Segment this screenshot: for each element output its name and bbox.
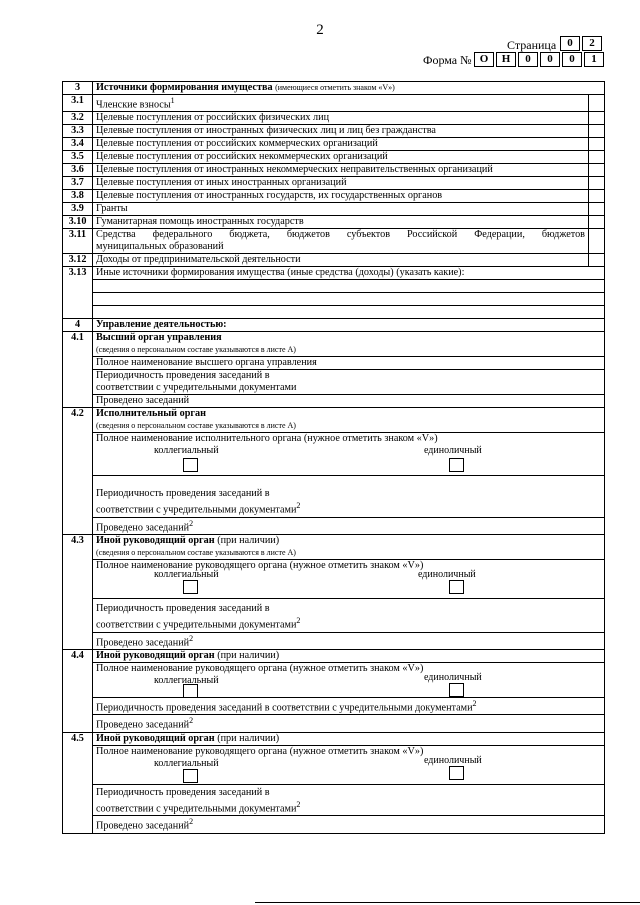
- checkbox-cell[interactable]: [588, 95, 604, 112]
- row-number: 3.8: [63, 190, 93, 203]
- subsection-title: Исполнительный орган: [96, 408, 206, 420]
- checkbox-cell[interactable]: [588, 203, 604, 216]
- source-label: Гуманитарная помощь иностранных государств: [93, 216, 589, 229]
- periodicity-label: Периодичность проведения заседаний в: [96, 370, 270, 382]
- row-number: 4.4: [63, 649, 93, 732]
- subsection-suffix: (при наличии): [217, 732, 280, 744]
- form-code-cell: О: [474, 52, 494, 67]
- option-sole-label: единоличный: [424, 754, 482, 766]
- periodicity-label-cont: соответствии с учредительными документами: [96, 619, 297, 631]
- scan-edge-line: [255, 902, 640, 903]
- held-field[interactable]: [93, 816, 605, 833]
- option-sole-label: единоличный: [424, 445, 482, 457]
- source-label: Целевые поступления от иностранных физических лиц и лиц без гражданства: [93, 125, 589, 138]
- periodicity-label-cont: соответствии с учредительными документами: [96, 382, 297, 394]
- subsection-title: Иной руководящий орган: [96, 649, 215, 661]
- page-number: 2: [316, 22, 324, 38]
- checkbox-cell[interactable]: [588, 177, 604, 190]
- source-row: [63, 267, 605, 280]
- subsection-note: (сведения о персональном составе указываются в листе А): [96, 345, 296, 355]
- row-number: 3.1: [63, 95, 93, 112]
- section-note: (имеющиеся отметить знаком «V»): [275, 83, 395, 92]
- row-number: 4.2: [63, 408, 93, 535]
- source-label: Средства федерального бюджета, бюджетов субъектов Российской Федерации, бюджетов: [96, 229, 585, 241]
- source-label: Целевые поступления от российских физических лиц: [93, 112, 589, 125]
- source-label: Доходы от предпринимательской деятельности: [93, 254, 589, 267]
- subsection-title: Иной руководящий орган: [96, 535, 215, 547]
- held-label: Проведено заседаний: [96, 636, 190, 648]
- sole-checkbox[interactable]: [449, 766, 464, 780]
- option-collegial-label: коллегиальный: [154, 757, 219, 769]
- option-sole-label: единоличный: [418, 569, 476, 581]
- periodicity-label: Периодичность проведения заседаний в: [96, 488, 270, 500]
- held-label: Проведено заседаний: [96, 719, 190, 731]
- checkbox-cell[interactable]: [588, 216, 604, 229]
- full-name-label: Полное наименование руководящего органа (нужное отметить знаком «V»): [96, 745, 424, 757]
- section-4-header: [63, 319, 605, 332]
- collegial-checkbox[interactable]: [183, 580, 198, 594]
- form-code-cell: 0: [562, 52, 582, 67]
- periodicity-label: Периодичность проведения заседаний в: [96, 786, 270, 798]
- held-field[interactable]: Проведено заседаний: [93, 395, 605, 408]
- held-field[interactable]: [93, 715, 605, 732]
- source-row: [63, 164, 605, 177]
- row-number: 3.6: [63, 164, 93, 177]
- source-label-cont: муниципальных образований: [96, 241, 224, 253]
- source-row: [63, 203, 605, 216]
- organ-type-field: [93, 662, 605, 697]
- source-label: Гранты: [93, 203, 589, 216]
- periodicity-label-cont: соответствии с учредительными документами: [96, 504, 297, 516]
- row-number: 3.11: [63, 229, 93, 254]
- row-number: 3.7: [63, 177, 93, 190]
- option-sole-label: единоличный: [424, 671, 482, 683]
- footnote-mark: 2: [189, 518, 194, 528]
- source-row: [63, 254, 605, 267]
- other-sources-line[interactable]: [93, 280, 605, 293]
- checkbox-cell[interactable]: [588, 190, 604, 203]
- source-label: Членские взносы: [96, 99, 171, 111]
- periodicity-label: Периодичность проведения заседаний в соответствии с учредительными документами: [96, 702, 473, 714]
- source-label: Целевые поступления от иностранных государств, их государственных органов: [93, 190, 589, 203]
- option-collegial-label: коллегиальный: [154, 445, 219, 457]
- row-number: 4.3: [63, 535, 93, 650]
- periodicity-field[interactable]: [93, 697, 605, 714]
- row-number: 4.1: [63, 332, 93, 408]
- row-number: 3.3: [63, 125, 93, 138]
- row-number: 3.9: [63, 203, 93, 216]
- source-label: Целевые поступления от иных иностранных организаций: [93, 177, 589, 190]
- full-name-field[interactable]: Полное наименование высшего органа управления: [93, 357, 605, 370]
- form-code-cell: Н: [496, 52, 516, 67]
- row-number: 3.13: [63, 267, 93, 319]
- form-code-cell: 0: [518, 52, 538, 67]
- source-label: Иные источники формирования имущества (иные средства (доходы) (указать какие):: [93, 267, 605, 280]
- source-row: [63, 95, 605, 112]
- form-code-cell: 1: [584, 52, 604, 67]
- section-title: Управление деятельностью:: [93, 319, 605, 332]
- source-label: Целевые поступления от иностранных некоммерческих неправительственных организаций: [93, 164, 589, 177]
- page-digit: 2: [582, 36, 602, 51]
- full-name-label: Полное наименование исполнительного органа (нужное отметить знаком «V»): [96, 433, 438, 445]
- subsection-suffix: (при наличии): [217, 649, 280, 661]
- checkbox-cell[interactable]: [588, 164, 604, 177]
- section-title: Источники формирования имущества: [96, 82, 273, 93]
- checkbox-cell[interactable]: [588, 138, 604, 151]
- organ-type-field: [93, 433, 605, 476]
- subsection-note: (сведения о персональном составе указываются в листе А): [96, 548, 296, 558]
- checkbox-cell[interactable]: [588, 112, 604, 125]
- other-sources-line[interactable]: [93, 293, 605, 306]
- row-number: 3.4: [63, 138, 93, 151]
- subsection-suffix: (при наличии): [217, 535, 280, 547]
- page-label: Страница: [507, 38, 557, 52]
- source-row: [63, 229, 605, 254]
- form-table: [62, 81, 605, 834]
- full-name-label: Полное наименование руководящего органа (нужное отметить знаком «V»): [96, 662, 424, 674]
- footnote-mark: 2: [189, 817, 194, 827]
- source-row: [63, 112, 605, 125]
- organ-type-field: [93, 745, 605, 784]
- checkbox-cell[interactable]: [588, 151, 604, 164]
- option-collegial-label: коллегиальный: [154, 674, 219, 686]
- section-3-header: [63, 82, 605, 95]
- source-label: Целевые поступления от российских коммерческих организаций: [93, 138, 589, 151]
- form-label: Форма №: [423, 53, 472, 67]
- source-label: Целевые поступления от российских некоммерческих организаций: [93, 151, 589, 164]
- sole-checkbox[interactable]: [449, 683, 464, 697]
- periodicity-field[interactable]: [93, 476, 605, 517]
- other-sources-line[interactable]: [93, 306, 605, 319]
- footnote-mark: 2: [189, 716, 194, 726]
- footnote-mark: 2: [296, 501, 301, 511]
- held-label: Проведено заседаний: [96, 820, 190, 832]
- periodicity-field[interactable]: [93, 599, 605, 632]
- subsection-title: Высший орган управления: [96, 332, 222, 344]
- row-number: 3.10: [63, 216, 93, 229]
- held-field[interactable]: [93, 517, 605, 534]
- held-field[interactable]: [93, 632, 605, 649]
- footnote-mark: 2: [296, 616, 301, 626]
- form-code-cell: 0: [540, 52, 560, 67]
- page-digit: 0: [560, 36, 580, 51]
- periodicity-field[interactable]: [93, 784, 605, 815]
- collegial-checkbox[interactable]: [183, 458, 198, 472]
- periodicity-field[interactable]: [93, 370, 605, 395]
- row-number: 3.12: [63, 254, 93, 267]
- row-number: 3: [63, 82, 93, 95]
- subsection-note: (сведения о персональном составе указываются в листе А): [96, 421, 296, 431]
- periodicity-label-cont: соответствии с учредительными документами: [96, 803, 297, 815]
- sole-checkbox[interactable]: [449, 580, 464, 594]
- row-number: 3.5: [63, 151, 93, 164]
- subsection-title: Иной руководящий орган: [96, 732, 215, 744]
- organ-type-field: [93, 560, 605, 599]
- source-row: [63, 138, 605, 151]
- collegial-checkbox[interactable]: [183, 684, 198, 698]
- source-row: [63, 151, 605, 164]
- source-row: [63, 177, 605, 190]
- row-number: 4.5: [63, 732, 93, 833]
- source-row: [63, 125, 605, 138]
- sole-checkbox[interactable]: [449, 458, 464, 472]
- periodicity-label: Периодичность проведения заседаний в: [96, 603, 270, 615]
- row-number: 3.2: [63, 112, 93, 125]
- collegial-checkbox[interactable]: [183, 769, 198, 783]
- held-label: Проведено заседаний: [96, 522, 190, 534]
- footnote-mark: 2: [189, 633, 194, 643]
- full-name-label: Полное наименование руководящего органа (нужное отметить знаком «V»): [96, 560, 424, 572]
- footnote-mark: 2: [472, 698, 477, 708]
- row-number: 4: [63, 319, 93, 332]
- checkbox-cell[interactable]: [588, 125, 604, 138]
- footnote-mark: 1: [170, 96, 175, 105]
- checkbox-cell[interactable]: [588, 254, 604, 267]
- source-row: [63, 190, 605, 203]
- footnote-mark: 2: [296, 799, 301, 809]
- source-row: [63, 216, 605, 229]
- option-collegial-label: коллегиальный: [154, 569, 219, 581]
- checkbox-cell[interactable]: [588, 229, 604, 254]
